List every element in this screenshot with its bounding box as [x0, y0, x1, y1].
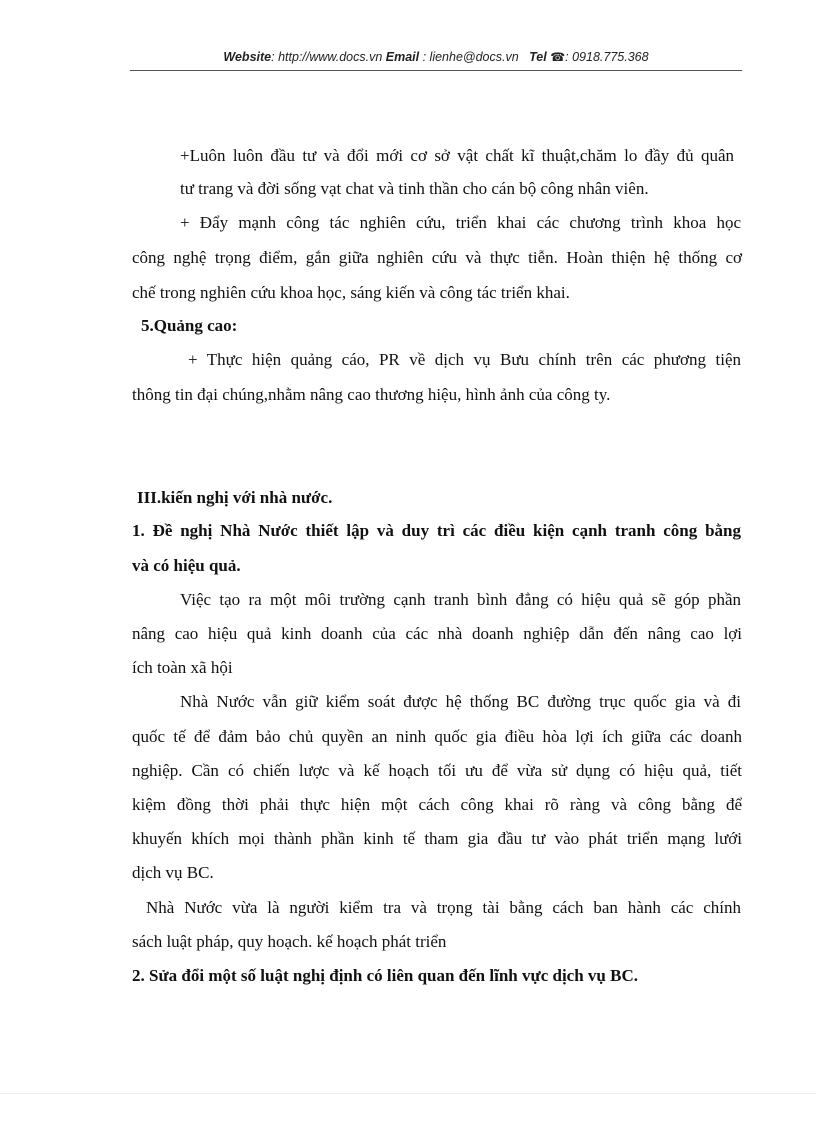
p2-line2: công nghệ trọng điểm, gắn giữa nghiên cứu và thực tiễn. Hoàn thiện hệ thống cơ [132, 248, 742, 267]
tel-value: : 0918.775.368 [565, 50, 649, 64]
subheading-1-line2: và có hiệu quả. [132, 556, 241, 575]
p2-line1: + Đẩy mạnh công tác nghiên cứu, triển khai các chương trình khoa học [180, 213, 741, 232]
website-url[interactable]: http://www.docs.vn [278, 50, 383, 64]
page-header [130, 50, 742, 64]
page-bottom-divider [0, 1093, 816, 1094]
p4-line3: ích toàn xã hội [132, 658, 233, 677]
p5-line3: nghiệp. Cần có chiến lược và kế hoạch tối ưu để vừa sử dụng có hiệu quả, tiết [132, 761, 742, 780]
p6-line1: Nhà Nước vừa là người kiểm tra và trọng tài bằng cách ban hành các chính [146, 898, 741, 917]
p5-line2: quốc tế để đảm bảo chủ quyền an ninh quốc gia điều hòa lợi ích giữa các doanh [132, 727, 742, 746]
section-heading-iii: III.kiến nghị với nhà nước. [137, 488, 333, 507]
p5-line4: kiệm đồng thời phải thực hiện một cách công khai rõ ràng và công bằng để [132, 795, 742, 814]
p6-line2: sách luật pháp, quy hoạch. kế hoạch phát triển [132, 932, 447, 951]
email-label: Email [385, 50, 420, 64]
p5-line6: dịch vụ BC. [132, 863, 214, 882]
p4-line1: Việc tạo ra một môi trường cạnh tranh bình đẳng có hiệu quả sẽ góp phần [180, 590, 741, 609]
p1-line1: +Luôn luôn đầu tư và đổi mới cơ sở vật chất kĩ thuật,chăm lo đầy đủ quân [180, 146, 734, 165]
website-separator: : [271, 50, 279, 64]
email-separator: : [419, 50, 430, 64]
section-heading-5: 5.Quảng cao: [141, 316, 238, 335]
p4-line2: nâng cao hiệu quả kinh doanh của các nhà doanh nghiệp dẫn đến nâng cao lợi [132, 624, 742, 643]
header-divider [130, 70, 742, 71]
subheading-1-line1: 1. Đề nghị Nhà Nước thiết lập và duy trì các điều kiện cạnh tranh công bằng [132, 521, 741, 540]
phone-icon: ☎ [550, 50, 566, 64]
p2-line3: chế trong nghiên cứu khoa học, sáng kiến và công tác triển khai. [132, 283, 570, 302]
p5-line1: Nhà Nước vẫn giữ kiểm soát được hệ thống BC đường trục quốc gia và đi [180, 692, 741, 711]
p3-line1: + Thực hiện quảng cáo, PR về dịch vụ Bưu chính trên các phương tiện [188, 350, 741, 369]
website-label: Website [223, 50, 272, 64]
p5-line5: khuyến khích mọi thành phần kinh tế tham gia đầu tư vào phát triển mạng lưới [132, 829, 742, 848]
tel-label: Tel [529, 50, 547, 64]
p1-line2: tư trang và đời sống vạt chat và tinh thần cho cán bộ công nhân viên. [180, 179, 649, 198]
p3-line2: thông tin đại chúng,nhằm nâng cao thương hiệu, hình ảnh của công ty. [132, 385, 611, 404]
subheading-2: 2. Sửa đổi một số luật nghị định có liên quan đến lĩnh vực dịch vụ BC. [132, 966, 638, 985]
email-value[interactable]: lienhe@docs.vn [429, 50, 519, 64]
